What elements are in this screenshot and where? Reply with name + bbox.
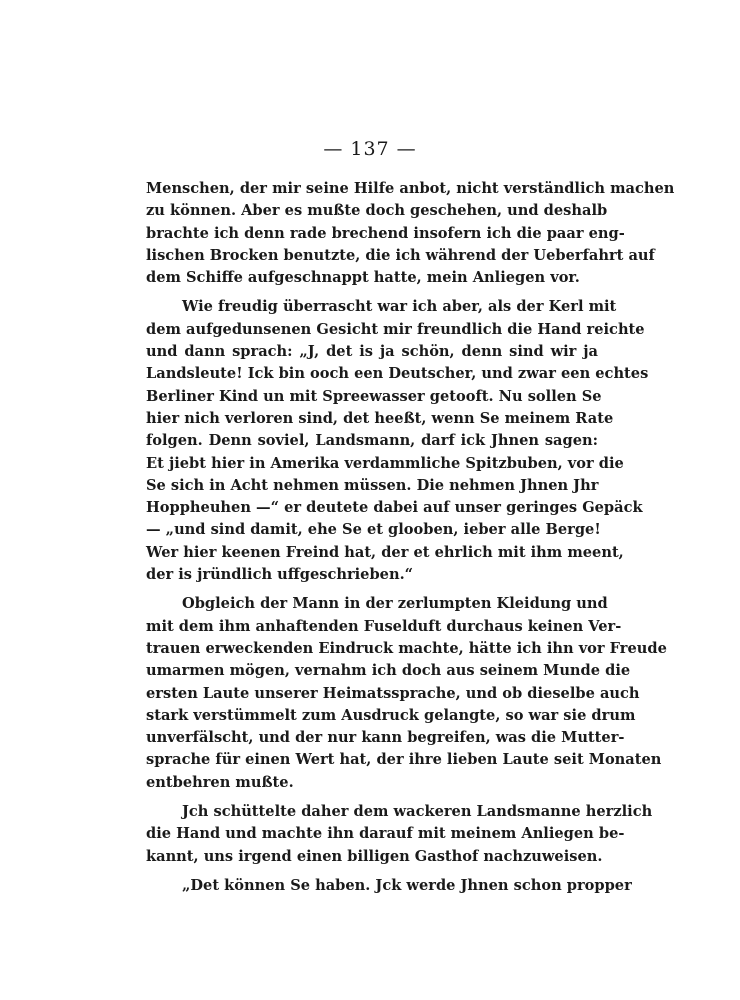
text-line: ersten Laute unserer Heimatssprache, und ob dieselbe auch	[146, 684, 640, 702]
text-line: umarmen mögen, vernahm ich doch aus seinem Munde die	[146, 662, 631, 680]
text-line: Wie freudig überrascht war ich aber, als der Kerl mit	[182, 298, 617, 316]
text-line: dem aufgedunsenen Gesicht mir freundlich die Hand reichte	[146, 320, 645, 338]
text-line: Landsleute! Ick bin ooch een Deutscher, und zwar een echtes	[146, 365, 649, 383]
text-line: — „und sind damit, ehe Se et glooben, ieber alle Berge!	[146, 521, 601, 539]
text-line: trauen erweckenden Eindruck machte, hätte ich ihn vor Freude	[146, 639, 667, 657]
text-line: kannt, uns irgend einen billigen Gasthof nachzuweisen.	[146, 847, 603, 865]
text-line: mit dem ihm anhaftenden Fuselduft durchaus keinen Ver-	[146, 617, 622, 635]
text-line: Berliner Kind un mit Spreewasser getooft. Nu sollen Se	[146, 387, 602, 405]
paragraph	[146, 875, 632, 897]
text-line: lischen Brocken benutzte, die ich während der Ueberfahrt auf	[146, 246, 655, 264]
paragraph	[146, 593, 667, 794]
text-line: brachte ich denn rade brechend insofern ich die paar eng-	[146, 224, 625, 242]
text-line: die Hand und machte ihn darauf mit meinem Anliegen be-	[146, 825, 625, 843]
text-line: Wer hier keenen Freind hat, der et ehrlich mit ihm meent,	[146, 543, 624, 561]
text-line: unverfälscht, und der nur kann begreifen, was die Mutter-	[146, 729, 625, 747]
text-line: hier nich verloren sind, det heeßt, wenn Se meinem Rate	[146, 409, 614, 427]
text-line: sprache für einen Wert hat, der ihre lieben Laute seit Monaten	[146, 751, 662, 769]
page-number: — 137 —	[323, 138, 417, 160]
text-line: Menschen, der mir seine Hilfe anbot, nicht verständlich machen	[146, 180, 675, 197]
text-line: Et jiebt hier in Amerika verdammliche Spitzbuben, vor die	[146, 454, 624, 472]
text-line: entbehren mußte.	[146, 773, 294, 791]
text-line: Obgleich der Mann in der zerlumpten Kleidung und	[182, 595, 608, 613]
text-line: Jch schüttelte daher dem wackeren Landsmanne herzlich	[182, 803, 653, 821]
text-line: folgen. Denn soviel, Landsmann, darf ick Jhnen sagen:	[146, 432, 598, 450]
text-line: Se sich in Acht nehmen müssen. Die nehmen Jhnen Jhr	[146, 476, 599, 494]
body-text	[146, 178, 675, 904]
paragraph	[146, 178, 675, 289]
paragraph	[146, 296, 649, 586]
text-line: zu können. Aber es mußte doch geschehen, und deshalb	[146, 202, 608, 220]
text-line: der is jründlich uffgeschrieben.“	[146, 566, 414, 584]
text-line: Hoppheuhen —“ er deutete dabei auf unser geringes Gepäck	[146, 499, 643, 517]
text-line: und dann sprach: „J, det is ja schön, denn sind wir ja	[146, 343, 598, 361]
text-line: stark verstümmelt zum Ausdruck gelangte, so war sie drum	[146, 706, 636, 724]
text-line: dem Schiffe aufgeschnappt hatte, mein Anliegen vor.	[146, 269, 580, 287]
paragraph	[146, 801, 653, 868]
text-line: „Det können Se haben. Jck werde Jhnen schon propper	[182, 876, 632, 894]
